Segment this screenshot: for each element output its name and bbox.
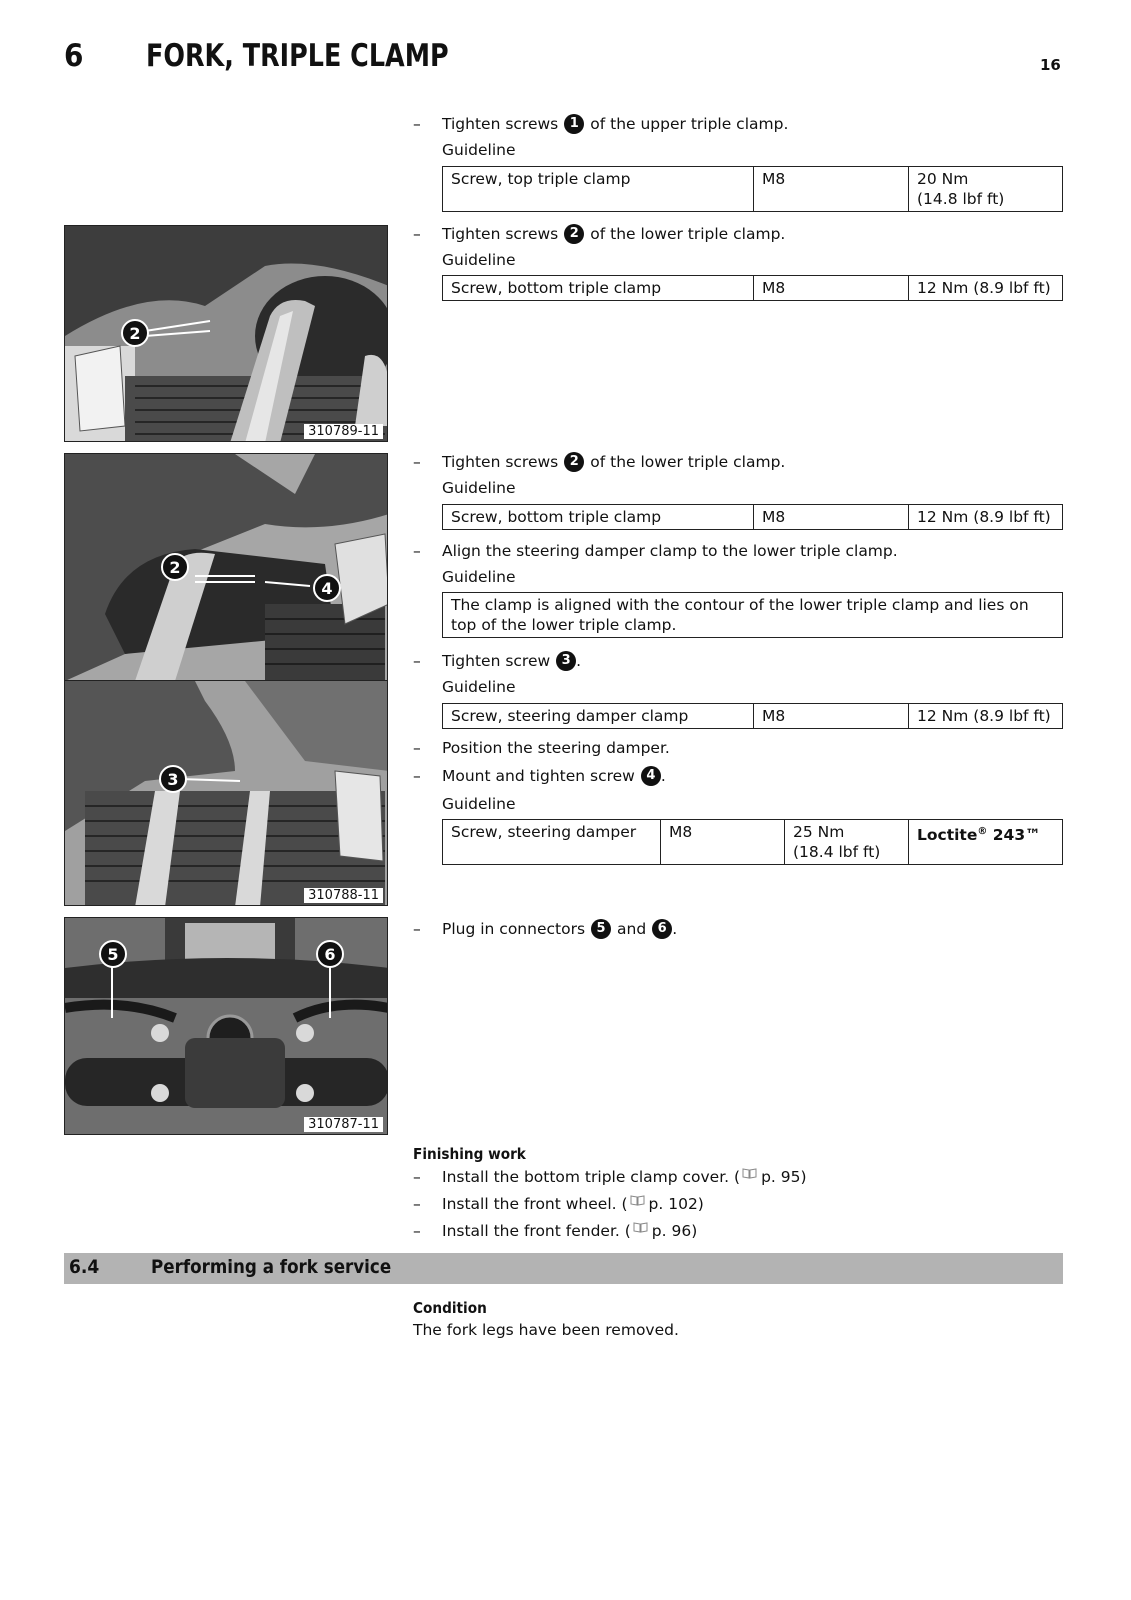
callout-2: 2 (161, 553, 189, 581)
step-tighten-upper-clamp: – Tighten screws 1 of the upper triple clamp. (413, 115, 789, 133)
callout-5: 5 (99, 940, 127, 968)
condition-heading: Condition (413, 1299, 487, 1317)
number-badge: 3 (556, 651, 576, 671)
page-ref-link[interactable]: p. 95) (761, 1168, 807, 1186)
guideline-label: Guideline (442, 141, 516, 159)
photo-connectors (64, 917, 388, 1135)
guideline-label: Guideline (442, 568, 516, 586)
step-mount-screw-4: – Mount and tighten screw 4 . (413, 767, 666, 785)
spec-table: Screw, top triple clamp M8 20 Nm (14.8 lbf ft) (442, 166, 1063, 212)
guideline-note: The clamp is aligned with the contour of the lower triple clamp and lies on top of the lower triple clamp. (442, 592, 1063, 638)
image-code: 310787-11 (304, 1117, 383, 1132)
finishing-heading: Finishing work (413, 1145, 526, 1163)
page-ref-link[interactable]: p. 96) (651, 1222, 698, 1240)
spec-table: Screw, bottom triple clamp M8 12 Nm (8.9 lbf ft) (442, 504, 1063, 530)
step-tighten-lower-clamp: – Tighten screws 2 of the lower triple clamp. (413, 453, 786, 471)
number-badge: 1 (564, 114, 584, 134)
photo-steering-damper (64, 680, 388, 906)
step-tighten-screw-3: – Tighten screw 3 . (413, 652, 582, 670)
finishing-item: – Install the bottom triple clamp cover. ( p. 95) (413, 1168, 807, 1186)
image-code: 310789-11 (304, 424, 383, 439)
callout-2: 2 (121, 319, 149, 347)
photo-steering-damper-clamp (64, 453, 388, 680)
number-badge: 5 (591, 919, 611, 939)
number-badge: 4 (641, 766, 661, 786)
chapter-number: 6 (64, 38, 84, 74)
spec-table: Screw, steering damper clamp M8 12 Nm (8.9 lbf ft) (442, 703, 1063, 729)
section-title: Performing a fork service (151, 1256, 392, 1278)
chapter-title: FORK, TRIPLE CLAMP (146, 38, 449, 74)
finishing-item: – Install the front wheel. ( p. 102) (413, 1195, 704, 1213)
spec-table: Screw, bottom triple clamp M8 12 Nm (8.9 lbf ft) (442, 275, 1063, 301)
book-icon (633, 1222, 648, 1233)
number-badge: 6 (652, 919, 672, 939)
number-badge: 2 (564, 452, 584, 472)
guideline-label: Guideline (442, 479, 516, 497)
step-plug-connectors: – Plug in connectors 5 and 6 . (413, 920, 678, 938)
book-icon (742, 1168, 757, 1179)
step-tighten-lower-clamp: – Tighten screws 2 of the lower triple clamp. (413, 225, 786, 243)
page-ref-link[interactable]: p. 102) (648, 1195, 704, 1213)
step-align-damper-clamp: – Align the steering damper clamp to the lower triple clamp. (413, 542, 898, 560)
photo-lower-triple-clamp (64, 225, 388, 442)
condition-text: The fork legs have been removed. (413, 1321, 679, 1339)
callout-3: 3 (159, 765, 187, 793)
callout-6: 6 (316, 940, 344, 968)
number-badge: 2 (564, 224, 584, 244)
book-icon (630, 1195, 645, 1206)
image-code: 310788-11 (304, 888, 383, 903)
section-number: 6.4 (69, 1256, 100, 1278)
page-number: 16 (1040, 56, 1061, 74)
callout-4: 4 (313, 574, 341, 602)
guideline-label: Guideline (442, 678, 516, 696)
guideline-label: Guideline (442, 251, 516, 269)
finishing-item: – Install the front fender. ( p. 96) (413, 1222, 698, 1240)
step-position-damper: – Position the steering damper. (413, 739, 670, 757)
spec-table: Screw, steering damper M8 25 Nm (18.4 lbf ft) Loctite® 243™ (442, 819, 1063, 865)
guideline-label: Guideline (442, 795, 516, 813)
